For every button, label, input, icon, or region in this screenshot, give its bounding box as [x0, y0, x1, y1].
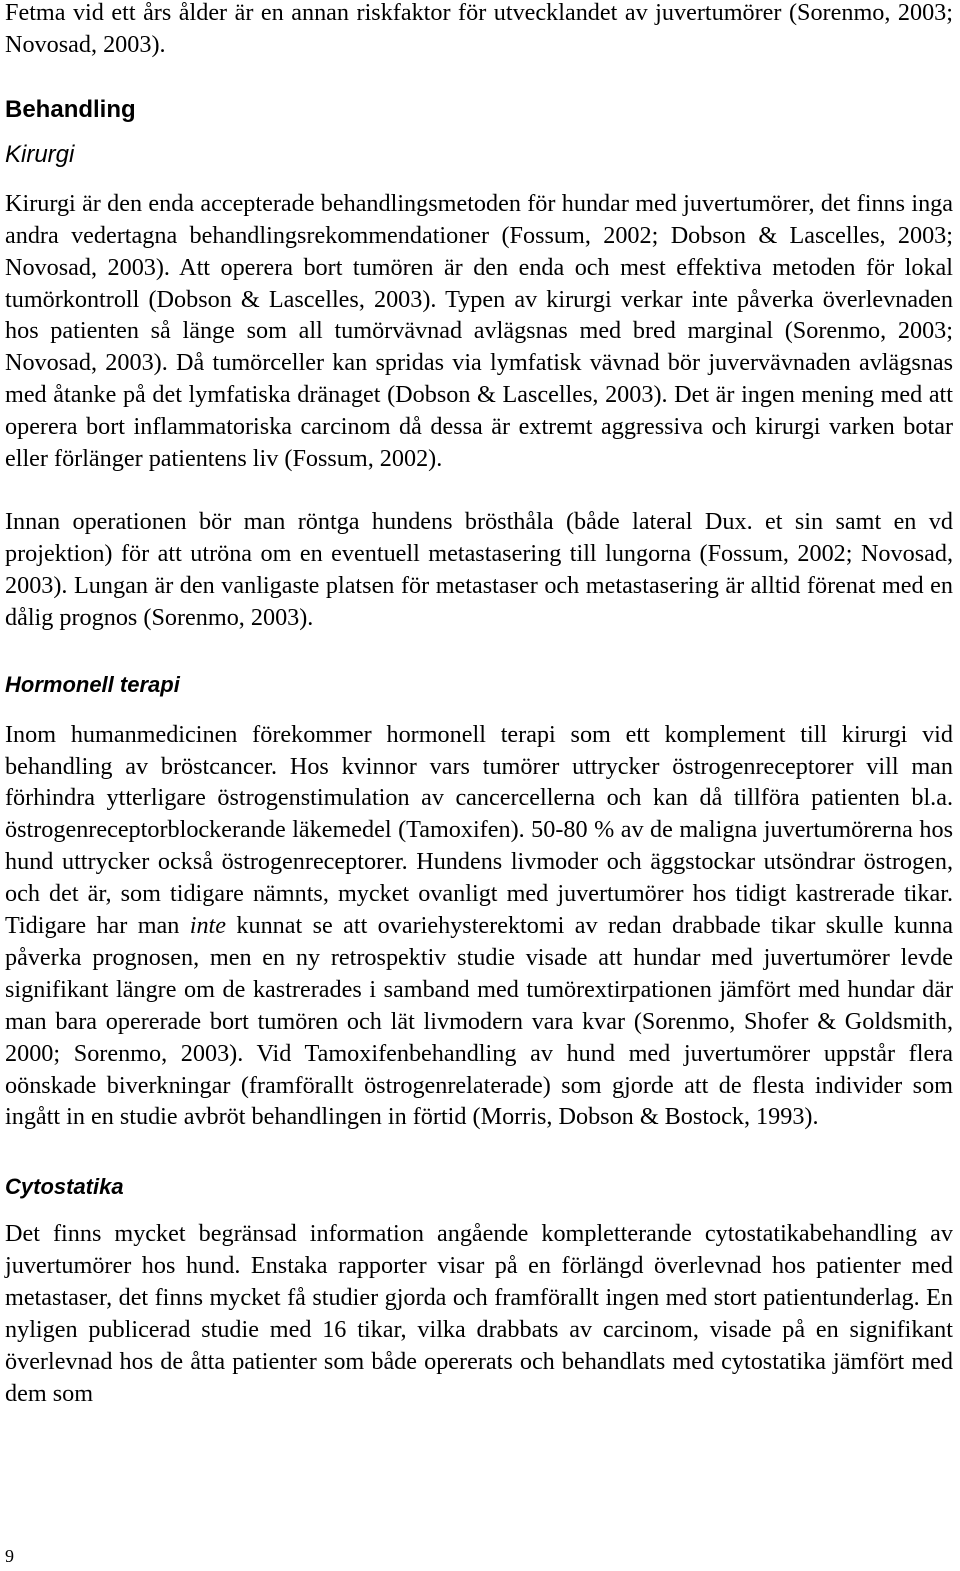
cytostatika-paragraph: Det finns mycket begränsad information angående kompletterande cytostatikabehandling av juvertumörer hos hund. Enstaka rapporter visar på en förlängd överlevnad hos patienter med metastaser, det finns mycket få studier gjorda och framförallt ingen med stort patientunderlag. En nyligen publicerad studie med 16 tikar, vilka drabbats av carcinom, visade på en signifikant överlevnad hos de åtta patienter som både opererats och behandlats med cytostatika jämfört med dem som: [5, 1220, 953, 1407]
page-number: 9: [5, 1546, 14, 1566]
subheading-cytostatika: Cytostatika: [5, 1174, 124, 1200]
document-page: [5, 0, 953, 1410]
hormonell-text-part2: kunnat se att ovariehysterektomi av redan drabbade tikar skulle kunna påverka prognosen, men en ny retrospektiv studie visade att hundar med juvertumörer levde signifikant längre om de kastrerades i samband med tumörextirpationen jämfört med hundar där man bara opererade bort tumören och lät livmodern vara kvar (Sorenmo, Shofer & Goldsmith, 2000; Sorenmo, 2003). Vid Tamoxifenbehandling av hund med juvertumörer uppstår flera oönskade biverkningar (framförallt östrogenrelaterade) som gjorde att de flesta individer som ingått in en studie avbröt behandlingen in förtid (Morris, Dobson & Bostock, 1993).: [5, 912, 954, 1131]
section-heading-behandling: Behandling: [5, 95, 136, 123]
kirurgi-paragraph-1: Kirurgi är den enda accepterade behandlingsmetoden för hundar med juvertumörer, det finns inga andra vedertagna behandlingsrekommendationer (Fossum, 2002; Dobson & Lascelles, 2003; Novosad, 2003). Att operera bort tumören är den enda och mest effektiva metoden för lokal tumörkontroll (Dobson & Lascelles, 2003). Typen av kirurgi verkar inte påverka överlevnaden hos patienten så länge som all tumörvävnad avlägsnas med bred marginal (Sorenmo, 2003; Novosad, 2003). Då tumörceller kan spridas via lymfatisk vävnad bör juvervävnaden avlägsnas med åtanke på det lymfatiska dränaget (Dobson & Lascelles, 2003). Det är ingen mening med att operera bort inflammatoriska carcinom då dessa är extremt aggressiva och kirurgi varken botar eller förlänger patientens liv (Fossum, 2002).: [5, 189, 953, 473]
intro-paragraph: Fetma vid ett års ålder är en annan riskfaktor för utvecklandet av juvertumörer (Sorenmo, 2003; Novosad, 2003).: [5, 0, 953, 58]
hormonell-text-part1: Inom humanmedicinen förekommer hormonell terapi som ett komplement till kirurgi vid behandling av bröstcancer. Hos kvinnor vars tumörer uttrycker östrogenreceptorer vill man förhindra ytterligare östrogenstimulation av cancercellerna och kan då tillföra patienten bl.a. östrogenreceptorblockerande läkemedel (Tamoxifen). 50-80 % av de maligna juvertumörerna hos hund uttrycker också östrogenreceptorer. Hundens livmoder och äggstockar utsöndrar östrogen, och det är, som tidigare nämnts, mycket ovanligt med juvertumörer hos tidigt kastrerade tikar. Tidigare har man: [5, 720, 953, 940]
hormonell-emphasis: inte: [189, 912, 227, 940]
subheading-kirurgi: Kirurgi: [5, 140, 75, 168]
subheading-hormonell-terapi: Hormonell terapi: [5, 671, 180, 697]
hormonell-paragraph: [5, 719, 953, 1134]
kirurgi-paragraph-2: Innan operationen bör man röntga hundens brösthåla (både lateral Dux. et sin samt en vd projektion) för att utröna om en eventuell metastasering till lungorna (Fossum, 2002; Novosad, 2003). Lungan är den vanligaste platsen för metastaser och metastasering är alltid förenat med en dålig prognos (Sorenmo, 2003).: [5, 507, 953, 631]
